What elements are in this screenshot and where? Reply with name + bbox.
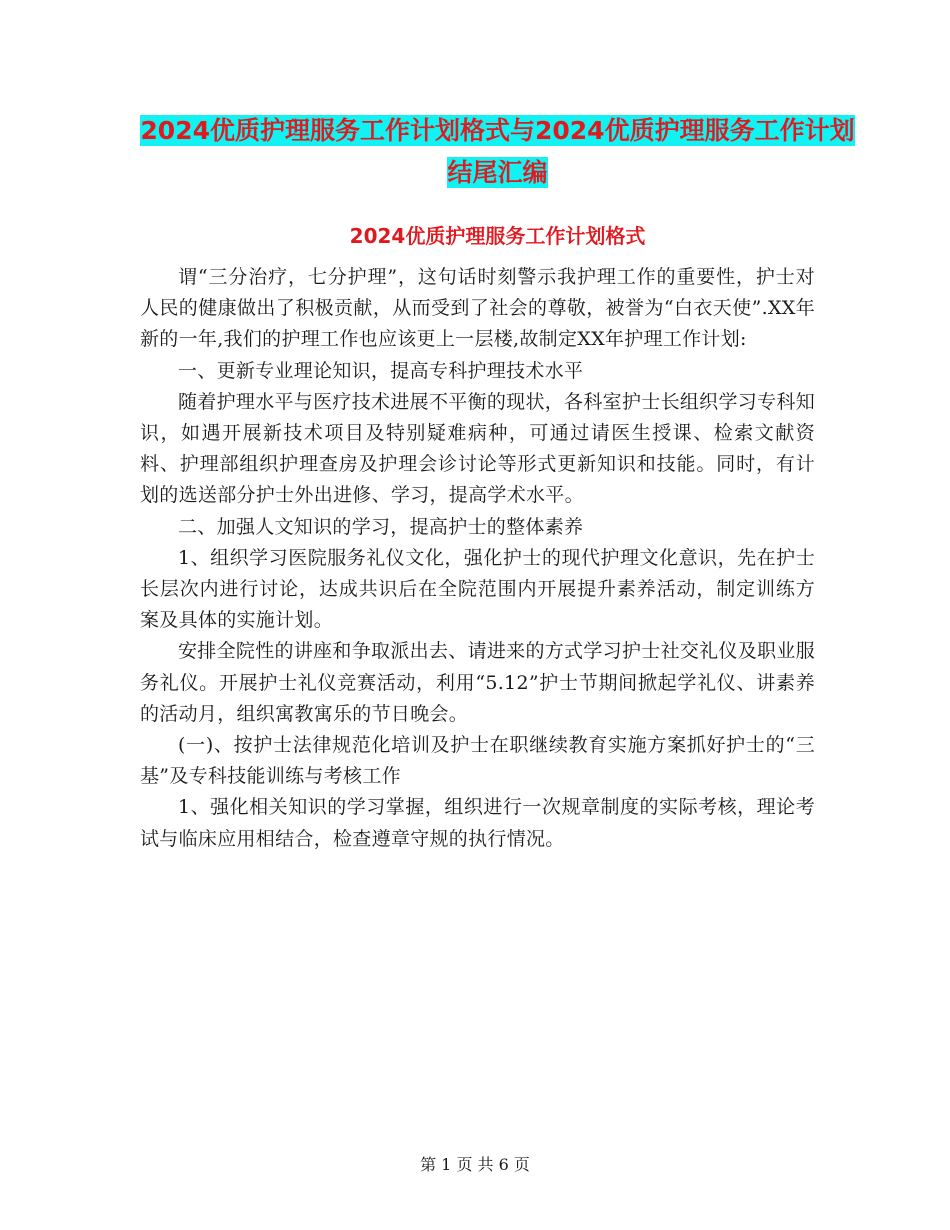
paragraph: 二、加强人文知识的学习，提高护士的整体素养 <box>178 515 584 538</box>
paragraph: 随着护理水平与医疗技术进展不平衡的现状，各科室护士长组织学习专科知识，如遇开展新技术项目及特别疑难病种，可通过请医生授课、检索文献资料、护理部组织护理查房及护理会诊讨论等形式更新知识和技能。同时，有计划的选送部分护士外出进修、学习，提高学术水平。 <box>140 390 815 507</box>
page-footer: 第 1 页 共 6 页 <box>420 1155 530 1174</box>
paragraph: 谓“三分治疗，七分护理”，这句话时刻警示我护理工作的重要性，护士对人民的健康做出了积极贡献，从而受到了社会的尊敬，被誉为“白衣天使”.XX年新的一年,我们的护理工作也应该更上一层楼,故制定XX年护理工作计划: <box>140 266 815 351</box>
title-highlight: 2024优质护理服务工作计划格式与2024优质护理服务工作计划结尾汇编 <box>140 116 855 187</box>
section-title: 2024优质护理服务工作计划格式 <box>349 224 646 248</box>
paragraph: 1、强化相关知识的学习掌握，组织进行一次规章制度的实际考核，理论考试与临床应用相结合，检查遵章守规的执行情况。 <box>140 796 815 850</box>
document-body <box>140 262 815 855</box>
paragraph: 一、更新专业理论知识，提高专科护理技术水平 <box>178 359 584 382</box>
document-title <box>140 110 855 194</box>
paragraph: 安排全院性的讲座和争取派出去、请进来的方式学习护士社交礼仪及职业服务礼仪。开展护士礼仪竞赛活动，利用“5.12”护士节期间掀起学礼仪、讲素养的活动月，组织寓教寓乐的节日晚会。 <box>140 640 815 725</box>
paragraph: (一)、按护士法律规范化培训及护士在职继续教育实施方案抓好护士的“三基”及专科技能训练与考核工作 <box>140 734 815 788</box>
paragraph: 1、组织学习医院服务礼仪文化，强化护士的现代护理文化意识，先在护士长层次内进行讨论，达成共识后在全院范围内开展提升素养活动，制定训练方案及具体的实施计划。 <box>140 546 815 632</box>
